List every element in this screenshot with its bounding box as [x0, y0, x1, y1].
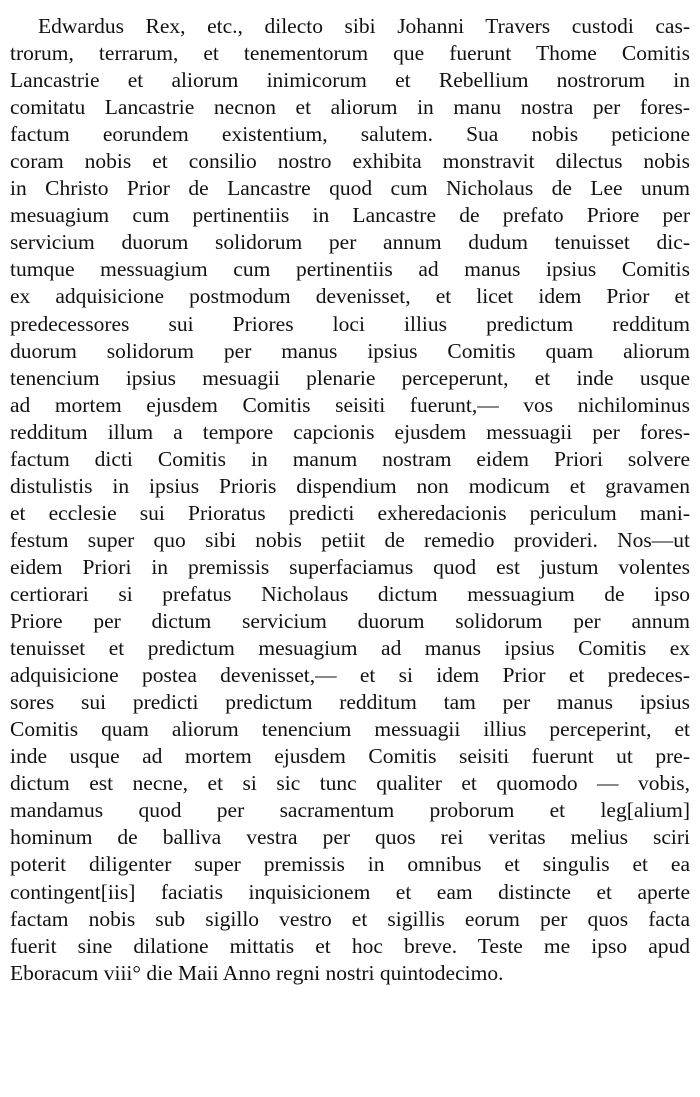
- text-line: festum super quo sibi nobis petiit de remedio provideri. Nos—ut: [10, 527, 690, 552]
- text-line: tenencium ipsius mesuagii plenarie perceperunt, et inde usque: [10, 365, 690, 390]
- writ-text: [10, 13, 690, 987]
- text-line: tenuisset et predictum mesuagium ad manus ipsius Comitis ex: [10, 636, 690, 661]
- text-line: predecessores sui Priores loci illius predictum redditum: [10, 311, 690, 336]
- text-line: dictum est necne, et si sic tunc qualiter et quomodo — vobis,: [10, 771, 690, 796]
- text-line: distulistis in ipsius Prioris dispendium non modicum et gravamen: [10, 473, 690, 498]
- text-line: Priore per dictum servicium duorum solidorum per annum: [10, 609, 690, 634]
- text-line: Eboracum viii° die Maii Anno regni nostri quintodecimo.: [10, 960, 504, 985]
- text-line: poterit diligenter super premissis in omnibus et singulis et ea: [10, 852, 690, 877]
- text-line: Lancastrie et aliorum inimicorum et Rebellium nostrorum in: [10, 68, 690, 93]
- text-line: servicium duorum solidorum per annum dudum tenuisset dic-: [10, 230, 690, 255]
- text-line: trorum, terrarum, et tenementorum que fuerunt Thome Comitis: [10, 41, 690, 66]
- text-line: in Christo Prior de Lancastre quod cum Nicholaus de Lee unum: [10, 176, 690, 201]
- text-line: eidem Priori in premissis superfaciamus quod est justum volentes: [10, 554, 690, 579]
- text-line: Edwardus Rex, etc., dilecto sibi Johanni Travers custodi cas-: [38, 14, 690, 38]
- text-line: mesuagium cum pertinentiis in Lancastre de prefato Priore per: [10, 203, 690, 228]
- text-line: sores sui predicti predictum redditum tam per manus ipsius: [10, 690, 690, 715]
- text-line: redditum illum a tempore capcionis ejusdem messuagii per fores-: [10, 419, 690, 444]
- text-line: duorum solidorum per manus ipsius Comitis quam aliorum: [10, 338, 690, 363]
- document-page: [10, 13, 690, 987]
- text-line: inde usque ad mortem ejusdem Comitis seisiti fuerunt ut pre-: [10, 744, 690, 769]
- text-line: ex adquisicione postmodum devenisset, et licet idem Prior et: [10, 284, 690, 309]
- text-line: tumque messuagium cum pertinentiis ad manus ipsius Comitis: [10, 257, 690, 282]
- text-line: Comitis quam aliorum tenencium messuagii illius perceperint, et: [10, 717, 690, 742]
- text-line: factum eorundem existentium, salutem. Sua nobis peticione: [10, 122, 690, 147]
- text-line: coram nobis et consilio nostro exhibita monstravit dilectus nobis: [10, 149, 690, 174]
- text-line: factam nobis sub sigillo vestro et sigillis eorum per quos facta: [10, 906, 690, 931]
- text-line: contingent[iis] faciatis inquisicionem et eam distincte et aperte: [10, 879, 690, 904]
- text-line: et ecclesie sui Prioratus predicti exheredacionis periculum mani-: [10, 500, 690, 525]
- text-line: fuerit sine dilatione mittatis et hoc breve. Teste me ipso apud: [10, 933, 690, 958]
- text-line: mandamus quod per sacramentum proborum et leg[alium]: [10, 798, 690, 823]
- text-line: factum dicti Comitis in manum nostram eidem Priori solvere: [10, 446, 690, 471]
- text-line: adquisicione postea devenisset,— et si idem Prior et predeces-: [10, 663, 690, 688]
- text-line: hominum de balliva vestra per quos rei veritas melius sciri: [10, 825, 690, 850]
- text-line: comitatu Lancastrie necnon et aliorum in manu nostra per fores-: [10, 95, 690, 120]
- text-line: ad mortem ejusdem Comitis seisiti fuerunt,— vos nichilominus: [10, 392, 690, 417]
- text-line: certiorari si prefatus Nicholaus dictum messuagium de ipso: [10, 581, 690, 606]
